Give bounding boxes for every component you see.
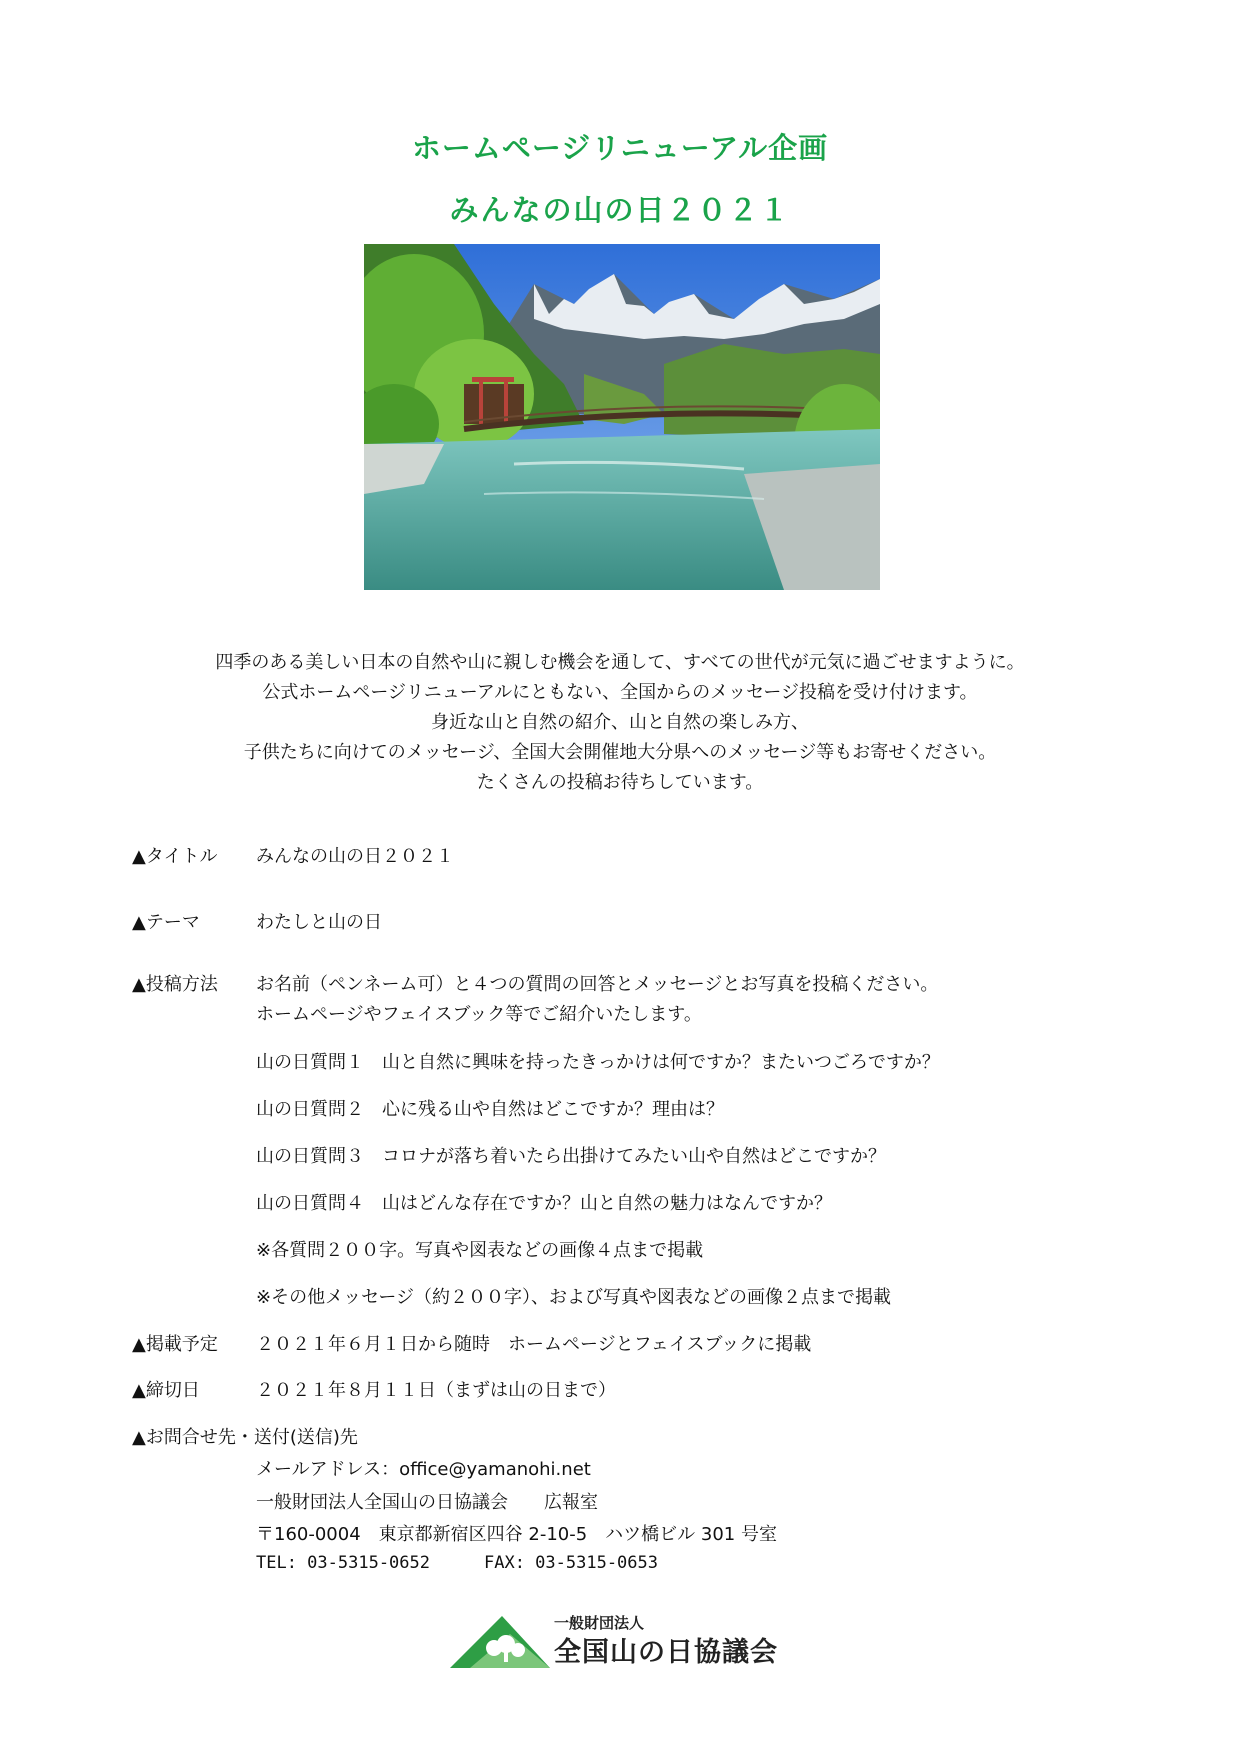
title-value: みんなの山の日２０２１ — [256, 846, 454, 867]
page-subtitle: みんなの山の日２０２１ — [449, 193, 791, 227]
logo-big-text: 全国山の日協議会 — [554, 1637, 778, 1668]
intro-line: 身近な山と自然の紹介、山と自然の楽しみ方、 — [431, 712, 809, 733]
method-value: お名前（ペンネーム可）と４つの質問の回答とメッセージとお写真を投稿ください。 — [256, 974, 939, 995]
schedule-label: ▲掲載予定 — [132, 1334, 218, 1355]
intro-line: 子供たちに向けてのメッセージ、全国大会開催地大分県へのメッセージ等もお寄せください。 — [243, 742, 997, 763]
contact-fax: FAX: 03-5315-0653 — [484, 1553, 658, 1573]
title-label: ▲タイトル — [132, 846, 218, 867]
mountain-logo-icon — [450, 1612, 550, 1670]
theme-value: わたしと山の日 — [256, 912, 382, 933]
method-label: ▲投稿方法 — [132, 974, 218, 995]
intro-line: 四季のある美しい日本の自然や山に親しむ機会を通して、すべての世代が元気に過ごせますように。 — [215, 652, 1025, 673]
theme-label: ▲テーマ — [132, 912, 200, 933]
deadline-value: ２０２１年８月１１日（まずは山の日まで） — [256, 1380, 616, 1401]
contact-label: ▲お問合せ先・送付(送信)先 — [132, 1427, 358, 1448]
mountain-river-photo — [364, 244, 880, 590]
contact-org: 一般財団法人全国山の日協議会 広報室 — [256, 1492, 598, 1513]
intro-text — [0, 648, 1240, 798]
logo-small-text: 一般財団法人 — [554, 1614, 645, 1632]
intro-line: 公式ホームページリニューアルにともない、全国からのメッセージ投稿を受け付けます。 — [262, 682, 978, 703]
schedule-value: ２０２１年６月１日から随時 ホームページとフェイスブックに掲載 — [256, 1334, 812, 1355]
organization-logo — [450, 1612, 810, 1672]
question-2: 山の日質問２ 心に残る山や自然はどこですか？理由は？ — [256, 1099, 724, 1120]
note-2: ※その他メッセージ（約２００字）、および写真や図表などの画像２点まで掲載 — [256, 1287, 891, 1308]
question-1: 山の日質問１ 山と自然に興味を持ったきっかけは何ですか？またいつごろですか？ — [256, 1052, 940, 1073]
question-4: 山の日質問４ 山はどんな存在ですか？山と自然の魅力はなんですか？ — [256, 1193, 832, 1214]
contact-tel: TEL: 03-5315-0652 — [256, 1553, 430, 1573]
intro-line: たくさんの投稿お待ちしています。 — [476, 772, 764, 793]
question-3: 山の日質問３ コロナが落ち着いたら出掛けてみたい山や自然はどこですか？ — [256, 1146, 886, 1167]
contact-email[interactable]: メールアドレス：office@yamanohi.net — [256, 1459, 591, 1480]
deadline-label: ▲締切日 — [132, 1380, 200, 1401]
page-title: ホームページリニューアル企画 — [411, 131, 829, 165]
method-value-2: ホームページやフェイスブック等でご紹介いたします。 — [256, 1004, 702, 1025]
contact-address: 〒160-0004 東京都新宿区四谷 2-10-5 ハツ橋ビル 301 号室 — [256, 1524, 777, 1545]
note-1: ※各質問２００字。写真や図表などの画像４点まで掲載 — [256, 1240, 704, 1261]
